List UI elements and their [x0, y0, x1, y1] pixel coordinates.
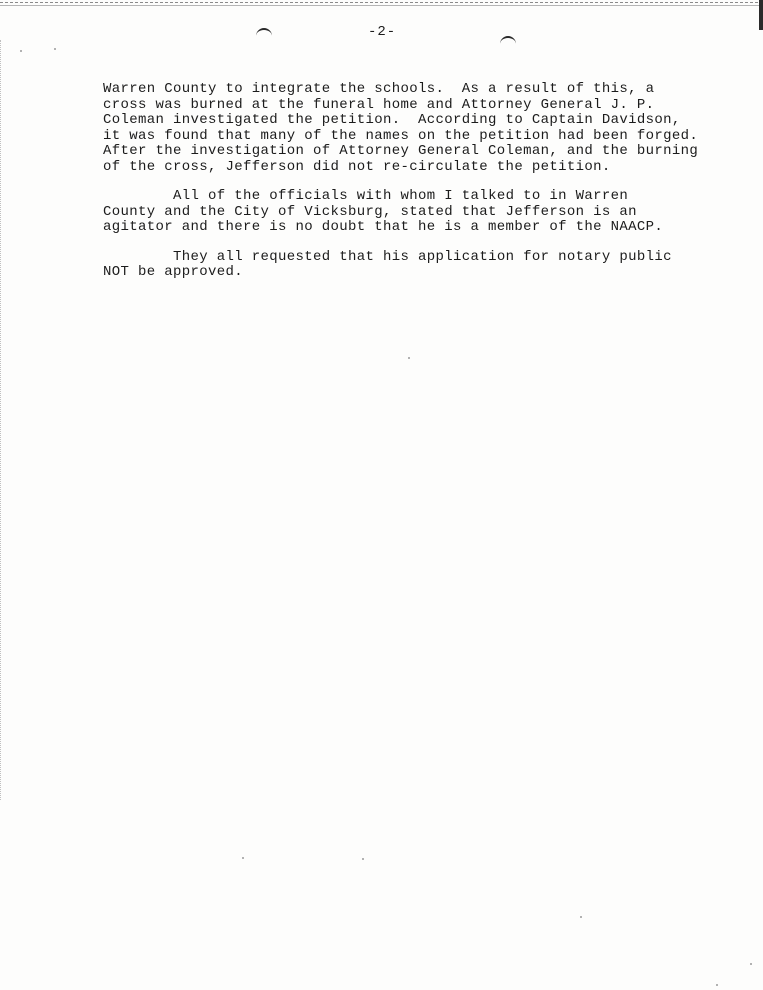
page-corner-mark	[759, 0, 763, 30]
scan-speck	[362, 858, 364, 860]
scan-speck	[54, 48, 56, 50]
scan-speck	[580, 916, 582, 918]
scan-speck	[408, 357, 410, 359]
page-number: -2-	[368, 24, 397, 40]
scan-speck	[750, 963, 752, 965]
punch-mark-right	[500, 36, 516, 44]
paragraph-request: They all requested that his application for notary public NOT be approved.	[103, 248, 672, 280]
punch-mark-left	[256, 28, 272, 36]
page-top-edge	[0, 2, 763, 6]
document-body	[103, 82, 743, 295]
scan-speck	[242, 857, 244, 859]
scan-speck	[716, 984, 718, 986]
page-left-edge	[0, 40, 2, 800]
paragraph-petition: Warren County to integrate the schools. As a result of this, a cross was burned at the funeral home and Attorney General J. P. Coleman investigated the petition. According to Captain Davidson, it was found that many of the names on the petition had been forged. After the investigation of Attorney General Coleman, and the burning of the cross, Jefferson did not re-circulate the petition.	[103, 81, 699, 175]
scan-speck	[20, 50, 22, 52]
paragraph-officials: All of the officials with whom I talked to in Warren County and the City of Vicksburg, stated that Jefferson is an agitator and there is no doubt that he is a member of the NAACP.	[103, 188, 664, 235]
